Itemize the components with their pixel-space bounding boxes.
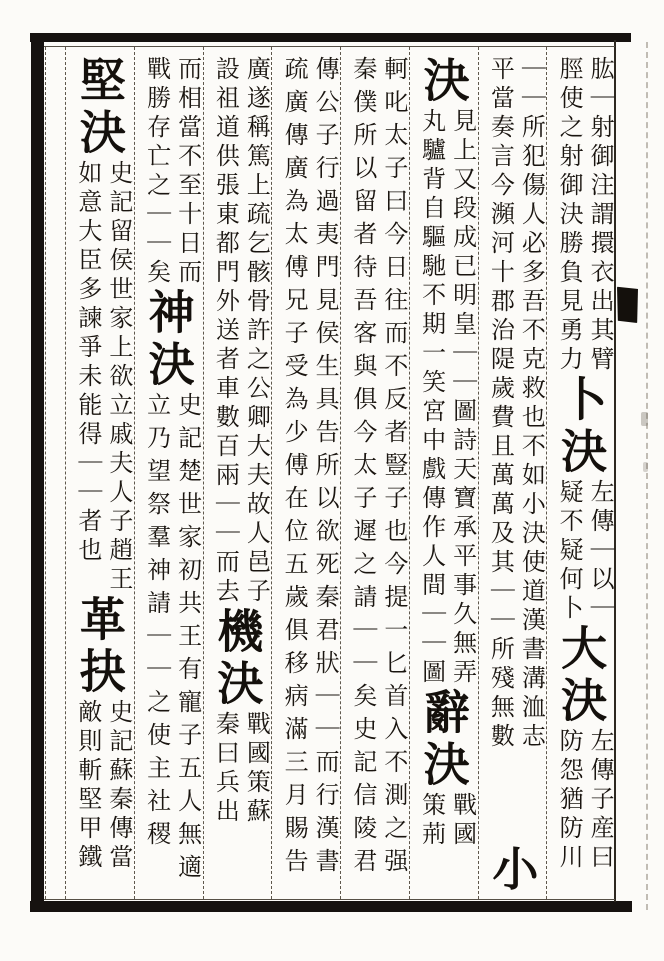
annotation-block	[204, 56, 272, 607]
annotation-block	[204, 711, 272, 827]
text-column-1	[546, 47, 615, 899]
annotation-right-line: 左傳子産曰	[586, 728, 615, 873]
text-column-7	[134, 47, 203, 899]
headword-text: 大決	[554, 624, 609, 728]
headword-ge-jue	[66, 595, 134, 699]
text-column-2	[478, 47, 547, 899]
annotation-left-line: 策荊	[417, 792, 446, 850]
annotation-block	[410, 792, 478, 850]
annotation-right-line: 左傳｜以｜	[586, 479, 615, 624]
annotation-left-line: 防怨猶防川	[555, 728, 584, 873]
annotation-block	[341, 56, 409, 881]
margin-smudge	[643, 462, 648, 472]
annotation-block	[66, 160, 134, 595]
annotation-block	[272, 56, 340, 881]
headword-xiao	[479, 845, 547, 897]
frame-left-border	[31, 33, 44, 912]
headword-jian-jue	[66, 56, 134, 160]
text-block	[45, 47, 615, 899]
frame-inner-bottom-rule	[44, 899, 615, 900]
headword-text: 堅決	[72, 56, 127, 160]
annotation-left-line: 敵則斬堅甲鐵	[73, 699, 102, 873]
annotation-left-line: 脛使之射御決勝負見勇力	[555, 56, 584, 375]
annotation-block	[66, 699, 134, 873]
annotation-right-line: 見上又段成已明皇｜｜圖詩天寶承平事久無弄	[448, 108, 477, 688]
annotation-left-line: 戰勝存亡之｜｜矣	[142, 56, 171, 288]
headword-text: 決	[416, 56, 471, 108]
frame-bottom-border	[30, 901, 632, 912]
annotation-block	[547, 728, 615, 873]
annotation-right-line: 軻叱太子曰今日往而不反者豎子也今提一匕首入不測之强	[379, 56, 408, 881]
text-column-3	[409, 47, 478, 899]
annotation-right-line: 而相當不至十日而	[173, 56, 202, 288]
annotation-right-line: 戰國策蘇	[242, 711, 271, 827]
annotation-block	[135, 392, 203, 887]
annotation-right-line: 廣遂稱篤上疏乞骸骨許之公卿大夫故人邑子	[242, 56, 271, 607]
annotation-block	[547, 56, 615, 375]
annotation-right-line: 史記楚世家初共王有寵子五人無適	[173, 392, 202, 887]
annotation-left-line: 疏廣傳廣為太傅兄子受為少傅在位五歲俱移病滿三月賜告	[280, 56, 309, 881]
headword-text: 神決	[141, 288, 196, 392]
annotation-left-line: 秦僕所以留者待吾客與俱今太子遲之請｜｜矣史記信陵君	[348, 56, 377, 881]
page-fold-dashed-line	[646, 42, 648, 910]
headword-ci-jue	[410, 688, 478, 792]
headword-bu-jue	[547, 375, 615, 479]
annotation-left-line: 丸驢背自驅馳不期一笑宮中戲傳作人間｜｜圖	[417, 108, 446, 688]
annotation-block	[410, 108, 478, 688]
margin-smudge	[641, 412, 648, 426]
headword-da-jue	[547, 624, 615, 728]
annotation-left-line: 平當奏言今瀕河十郡治隄歲費且萬萬及其｜｜所殘無數	[486, 56, 515, 752]
headword-shen-jue	[135, 288, 203, 392]
headword-text: 革抉	[72, 595, 127, 699]
fish-tail-fold-marker	[617, 286, 638, 323]
annotation-block	[479, 56, 547, 752]
annotation-left-line: 疑不疑何卜	[555, 479, 584, 624]
text-column-5	[271, 47, 340, 899]
annotation-right-line: 肱｜射御注謂擐衣出其臂	[586, 56, 615, 375]
annotation-left-line: 設祖道供張東都門外送者車數百兩｜｜而去	[211, 56, 240, 607]
annotation-right-line: 傳公子行過夷門見侯生具告所以欲死秦君狀｜｜而行漢書	[311, 56, 340, 881]
frame-top-border	[30, 33, 631, 42]
headword-ji-jue	[204, 607, 272, 711]
headword-text: 機決	[210, 607, 265, 711]
text-column-4	[340, 47, 409, 899]
annotation-right-line: 戰國	[448, 792, 477, 850]
empty-margin-column	[45, 47, 65, 899]
annotation-left-line: 立乃望祭羣神請｜｜之使主社稷	[142, 392, 171, 854]
headword-jue	[410, 56, 478, 108]
text-column-6	[203, 47, 272, 899]
headword-text: 卜決	[554, 375, 609, 479]
annotation-left-line: 秦曰兵出	[211, 711, 240, 827]
annotation-right-line: 史記蘇秦傳當	[104, 699, 133, 873]
annotation-right-line: ｜｜所犯傷人必多吾不克救也不如小決使道漢書溝洫志	[517, 56, 546, 752]
annotation-block	[547, 479, 615, 624]
headword-text: 小	[485, 845, 540, 897]
annotation-block	[135, 56, 203, 288]
annotation-left-line: 如意大臣多諫爭未能得｜｜者也	[73, 160, 102, 566]
text-column-8	[65, 47, 134, 899]
annotation-right-line: 史記留侯世家上欲立戚夫人子趙王	[104, 160, 133, 595]
headword-text: 辭決	[416, 688, 471, 792]
